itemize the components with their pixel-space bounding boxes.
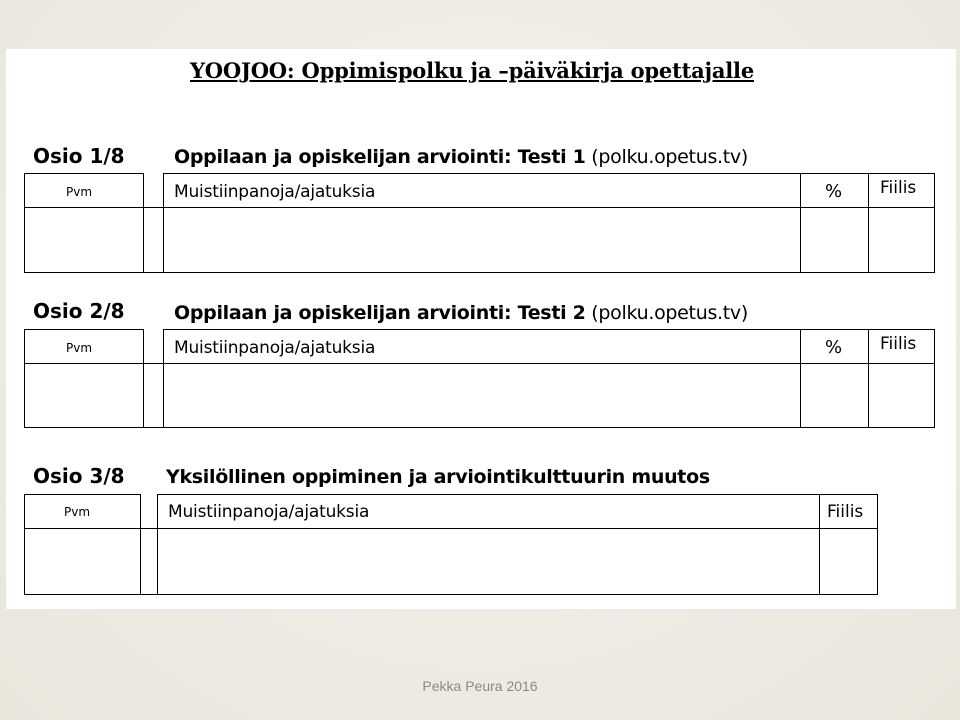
- percent-header: %: [825, 337, 843, 358]
- section-title-main: Oppilaan ja opiskelijan arviointi: Testi 1: [174, 146, 586, 168]
- date-cell[interactable]: [25, 529, 140, 594]
- section-number: Osio 1/8: [33, 144, 125, 168]
- section-title-source: (polku.opetus.tv): [585, 146, 748, 168]
- notes-cell[interactable]: [164, 364, 800, 427]
- feeling-header: Fiilis: [880, 178, 917, 198]
- feeling-header: Fiilis: [827, 502, 864, 522]
- date-cell[interactable]: [25, 364, 143, 427]
- date-header: Pvm: [64, 505, 91, 519]
- notes-header: Muistiinpanoja/ajatuksia: [174, 338, 376, 358]
- date-cell[interactable]: [25, 208, 143, 272]
- feeling-cell[interactable]: [820, 529, 877, 594]
- percent-cell[interactable]: [801, 208, 868, 272]
- section-title: [166, 466, 710, 488]
- notes-cell[interactable]: [164, 208, 800, 272]
- section-number: Osio 3/8: [33, 464, 125, 488]
- document-title: YOOJOO: Oppimispolku ja –päiväkirja opettajalle: [190, 58, 754, 83]
- date-header: Pvm: [66, 341, 93, 355]
- feeling-header: Fiilis: [880, 334, 917, 354]
- notes-header: Muistiinpanoja/ajatuksia: [174, 182, 376, 202]
- section-title: [174, 146, 748, 168]
- notes-header: Muistiinpanoja/ajatuksia: [168, 502, 370, 522]
- date-header: Pvm: [66, 185, 93, 199]
- footer-credit: Pekka Peura 2016: [422, 678, 538, 694]
- percent-cell[interactable]: [801, 364, 868, 427]
- percent-header: %: [825, 181, 843, 202]
- section-title: [174, 302, 748, 324]
- feeling-cell[interactable]: [869, 208, 934, 272]
- section-number: Osio 2/8: [33, 299, 125, 323]
- section-title-source: (polku.opetus.tv): [585, 302, 748, 324]
- notes-cell[interactable]: [158, 529, 819, 594]
- section-title-main: Yksilöllinen oppiminen ja arviointikulttuurin muutos: [166, 466, 710, 488]
- feeling-cell[interactable]: [869, 364, 934, 427]
- section-title-main: Oppilaan ja opiskelijan arviointi: Testi 2: [174, 302, 586, 324]
